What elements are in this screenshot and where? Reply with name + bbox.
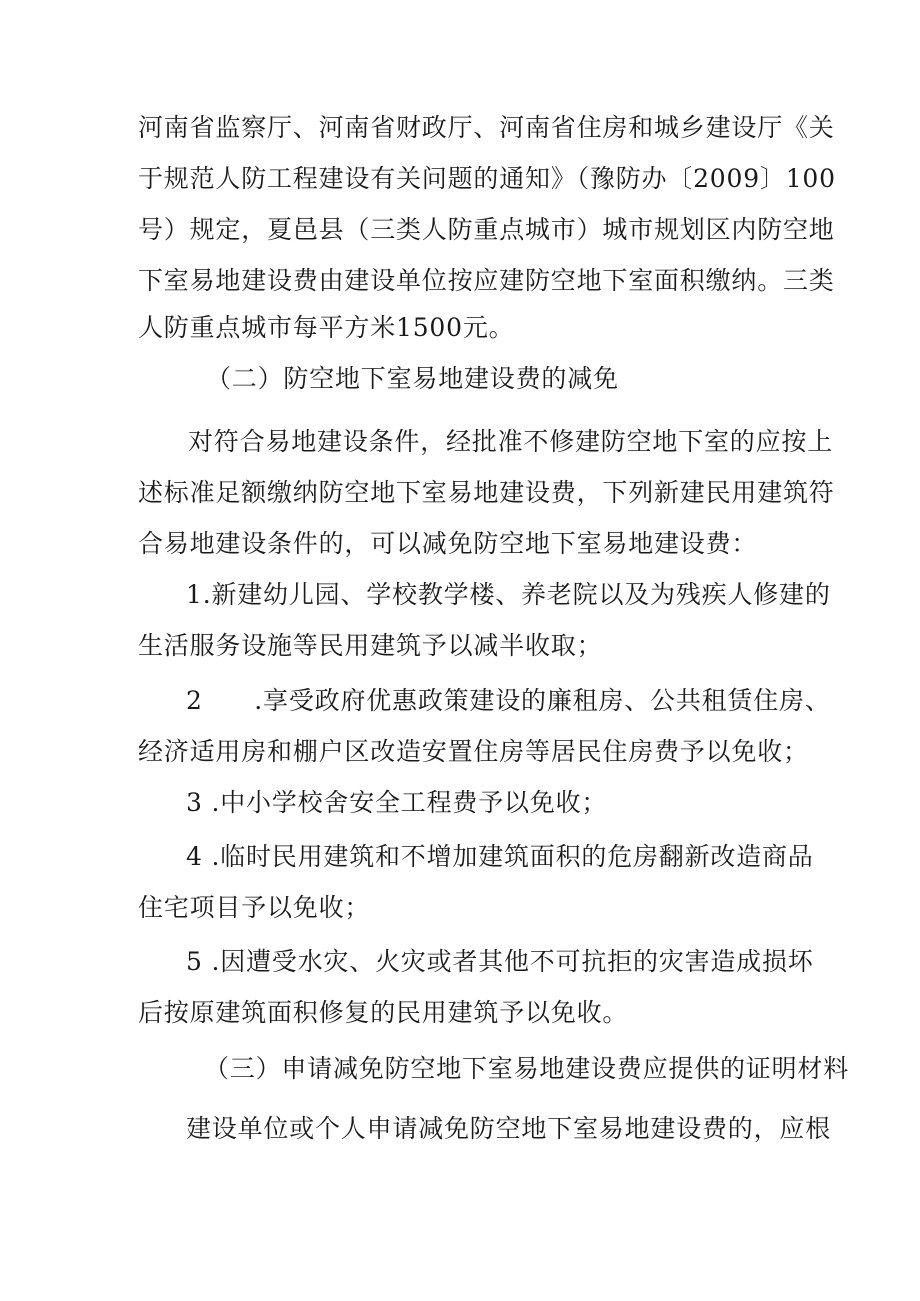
body-text-line: 对符合易地建设条件，经批准不修建防空地下室的应按上 (188, 427, 834, 456)
list-item-line: 5 .因遭受水灾、火灾或者其他不可抗拒的灾害造成损坏 (186, 947, 814, 976)
body-text-line: 于规范人防工程建设有关问题的通知》（豫防办〔2009〕100 (138, 164, 836, 193)
section-heading: （三）申请减免防空地下室易地建设费应提供的证明材料 (204, 1054, 850, 1083)
section-heading: （二）防空地下室易地建设费的减免 (206, 364, 619, 393)
list-item-line: 2 .享受政府优惠政策建设的廉租房、公共租赁住房、 (186, 686, 831, 715)
list-item-line: 后按原建筑面积修复的民用建筑予以免收。 (138, 998, 629, 1027)
list-item-line: 经济适用房和棚户区改造安置住房等居民住房费予以免收； (138, 737, 809, 766)
body-text-line: 人防重点城市每平方米1500元。 (138, 313, 515, 342)
body-text-line: 下室易地建设费由建设单位按应建防空地下室面积缴纳。三类 (138, 266, 835, 295)
body-text-line: 合易地建设条件的，可以减免防空地下室易地建设费： (138, 529, 758, 558)
list-item-line: 生活服务设施等民用建筑予以减半收取； (138, 631, 603, 660)
body-text-line: 号）规定，夏邑县（三类人防重点城市）城市规划区内防空地 (138, 215, 835, 244)
body-text-line: 述标准足额缴纳防空地下室易地建设费，下列新建民用建筑符 (138, 478, 835, 507)
list-item-line: 3 .中小学校舍安全工程费予以免收； (186, 788, 608, 817)
body-text-line: 建设单位或个人申请减免防空地下室易地建设费的，应根 (186, 1114, 832, 1143)
list-item-line: 住宅项目予以免收； (138, 893, 371, 922)
body-text-line: 河南省监察厅、河南省财政厅、河南省住房和城乡建设厅《关 (138, 113, 835, 142)
list-item-line: 4 .临时民用建筑和不增加建筑面积的危房翻新改造商品 (186, 842, 814, 871)
list-item-line: 1.新建幼儿园、学校教学楼、养老院以及为残疾人修建的 (186, 580, 831, 609)
